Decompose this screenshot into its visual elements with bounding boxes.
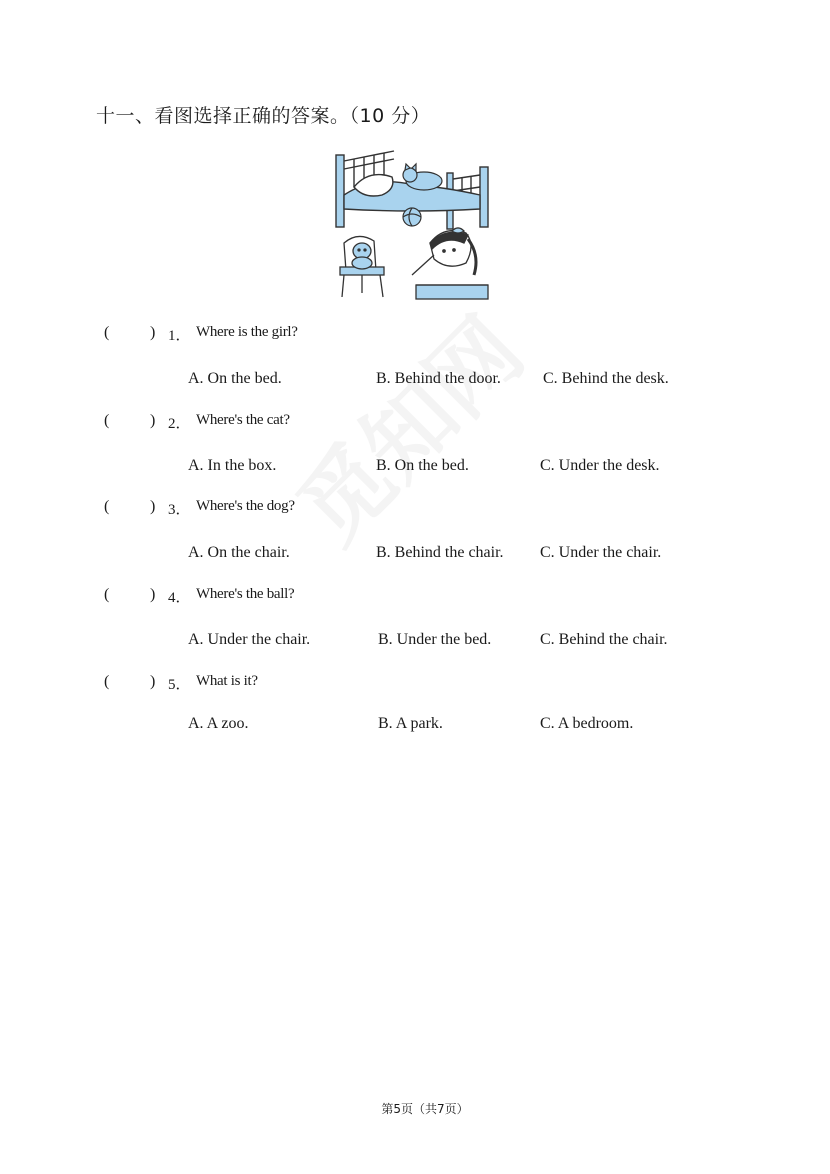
answer-paren-open[interactable]: (	[104, 324, 110, 341]
option-4b[interactable]: B. Under the bed.	[378, 631, 492, 648]
option-1c[interactable]: C. Behind the desk.	[543, 370, 669, 387]
option-5c[interactable]: C. A bedroom.	[540, 715, 634, 732]
option-4c[interactable]: C. Behind the chair.	[540, 631, 668, 648]
question-1	[0, 324, 830, 354]
option-3b[interactable]: B. Behind the chair.	[376, 544, 504, 561]
girl-desk-drawing	[412, 228, 488, 299]
question-number: 3．	[168, 502, 191, 518]
question-3	[0, 498, 830, 528]
answer-paren-open[interactable]: (	[104, 673, 110, 690]
answer-paren-close[interactable]: )	[150, 586, 156, 603]
question-text: Where's the cat?	[196, 412, 290, 428]
question-text: Where's the dog?	[196, 498, 295, 514]
answer-paren-open[interactable]: (	[104, 498, 110, 515]
answer-paren-close[interactable]: )	[150, 673, 156, 690]
cat-drawing	[403, 164, 442, 190]
answer-paren-close[interactable]: )	[150, 324, 156, 341]
question-4	[0, 586, 830, 616]
question-number: 5．	[168, 677, 191, 693]
answer-paren-close[interactable]: )	[150, 498, 156, 515]
option-2a[interactable]: A. In the box.	[188, 457, 277, 474]
bedroom-illustration	[334, 147, 490, 303]
question-2	[0, 412, 830, 442]
option-4a[interactable]: A. Under the chair.	[188, 631, 311, 648]
question-text: Where is the girl?	[196, 324, 298, 340]
question-text: Where's the ball?	[196, 586, 295, 602]
question-number: 2．	[168, 416, 191, 432]
option-3a[interactable]: A. On the chair.	[188, 544, 290, 561]
option-5b[interactable]: B. A park.	[378, 715, 443, 732]
question-text: What is it?	[196, 673, 258, 689]
answer-paren-open[interactable]: (	[104, 586, 110, 603]
question-5	[0, 673, 830, 703]
section-title: 十一、看图选择正确的答案。（10 分）	[96, 105, 431, 127]
page-footer: 第5页（共7页）	[381, 1102, 469, 1116]
option-2c[interactable]: C. Under the desk.	[540, 457, 660, 474]
ball-drawing	[403, 208, 421, 226]
answer-paren-close[interactable]: )	[150, 412, 156, 429]
question-number: 1．	[168, 328, 191, 344]
option-2b[interactable]: B. On the bed.	[376, 457, 469, 474]
option-1a[interactable]: A. On the bed.	[188, 370, 282, 387]
chair-dog-drawing	[340, 236, 384, 297]
answer-paren-open[interactable]: (	[104, 412, 110, 429]
option-5a[interactable]: A. A zoo.	[188, 715, 249, 732]
question-number: 4．	[168, 590, 191, 606]
option-3c[interactable]: C. Under the chair.	[540, 544, 662, 561]
option-1b[interactable]: B. Behind the door.	[376, 370, 501, 387]
